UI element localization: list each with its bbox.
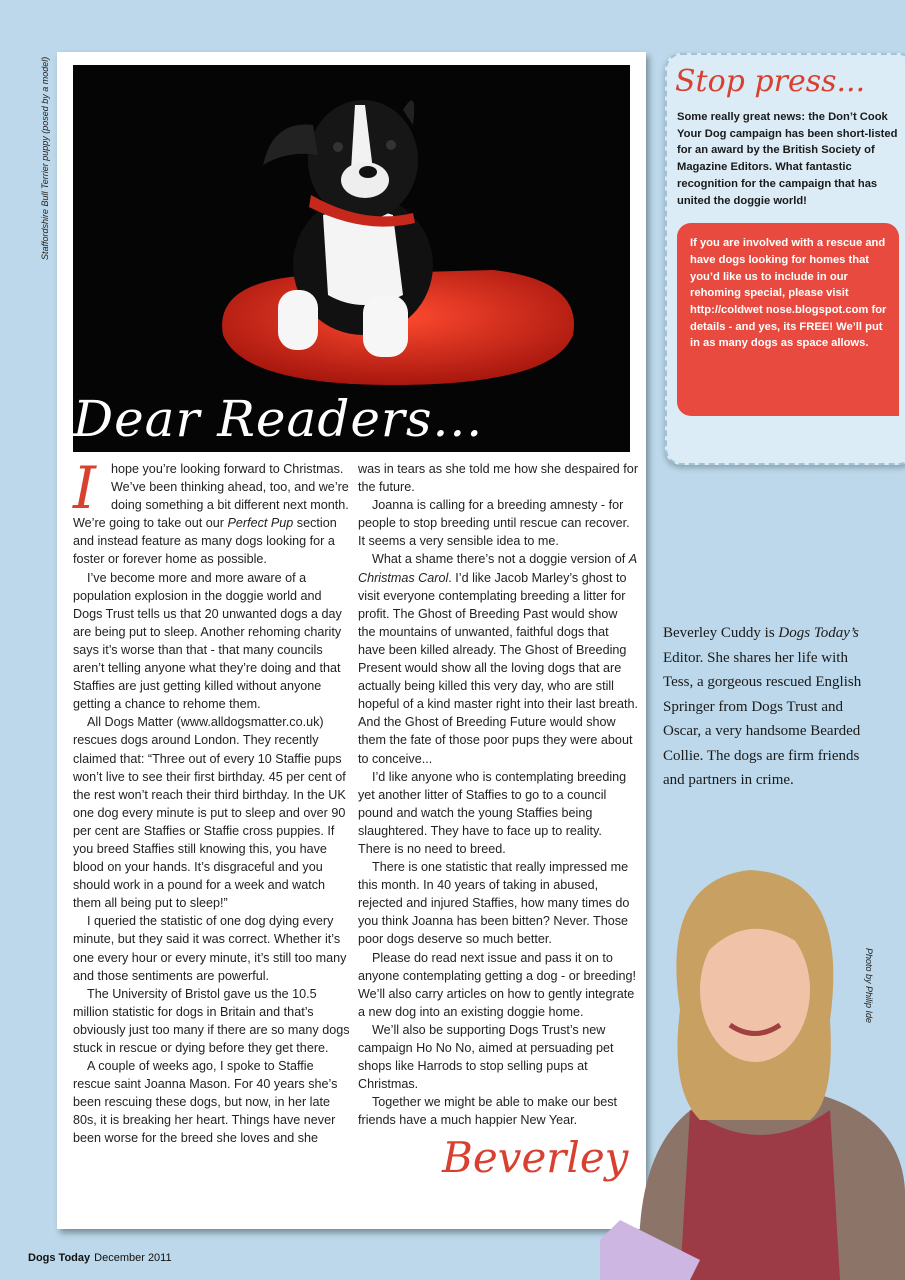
- paragraph-text: Joanna is calling for a breeding amnesty - for people to stop breeding until rescue can recover. It seems a very sensible idea to me.: [358, 498, 630, 549]
- paragraph: [73, 985, 353, 1057]
- paragraph-text: We’ll also be supporting Dogs Trust’s new campaign Ho No No, aimed at persuading pet shops like Harrods to stop selling pups at Christmas.: [358, 1022, 614, 1092]
- paragraph-text: Together we might be able to make our best friends have a much happier New Year.: [358, 1095, 618, 1128]
- paragraph-text: Perfect Pup: [227, 516, 294, 531]
- photo-caption: Staffordshire Bull Terrier puppy (posed by a model): [40, 56, 50, 260]
- paragraph-text: There is one statistic that really impressed me this month. In 40 years of taking in abused, rejected and injured Staffies, how many times do you think Joanna has been bitten? Never. Those poor dogs deserve so much better.: [358, 860, 630, 947]
- paragraph-text: Please do read next issue and pass it on to anyone contemplating getting a dog - or breeding! We’ll also carry articles on how to gently integrate a new dog into an existing doggie home.: [358, 950, 636, 1019]
- editor-bio: [663, 621, 863, 793]
- paragraph: [358, 1093, 638, 1129]
- paragraph: [358, 550, 638, 767]
- footer-magazine: Dogs Today: [28, 1252, 91, 1264]
- paragraph: [73, 713, 353, 912]
- paragraph: [358, 496, 638, 550]
- paragraph-text: The University of Bristol gave us the 10.5 million statistic for dogs in Britain and that’s obviously just too many if there are so many dogs stuck in rescue or dying before they get there.: [73, 986, 350, 1055]
- page-footer: [28, 1252, 172, 1264]
- paragraph: [73, 912, 353, 984]
- paragraph: [73, 569, 353, 714]
- stop-press-box: [665, 53, 905, 465]
- bio-text: Beverley Cuddy is: [663, 625, 779, 641]
- paragraph-text: section and instead feature as many dogs looking for a foster or forever home as possible.: [73, 516, 337, 567]
- signature: Beverley: [442, 1133, 629, 1183]
- rehoming-callout: [677, 223, 899, 416]
- portrait-credit: Photo by Philip Ide: [864, 948, 874, 1024]
- paragraph: [73, 454, 353, 569]
- stop-press-title: Stop press...: [675, 64, 866, 99]
- paragraph-text: I queried the statistic of one dog dying every minute, but they said it was correct. Whether it’s one every hour or every minute, it’s still too many and those sentiments are powerful.: [73, 914, 347, 983]
- headline: Dear Readers...: [73, 390, 484, 448]
- paragraph-text: I’d like anyone who is contemplating breeding yet another litter of Staffies to go to a council pound and watch the young Staffies being slaughtered. They have to face up to reality. There is no need to breed.: [358, 769, 627, 856]
- paragraph: [358, 858, 638, 948]
- paragraph-text: . I’d like Jacob Marley’s ghost to visit everyone contemplating breeding a litter for profit. The Ghost of Breeding Past would show the mountains of unwanted, faithful dogs that have been killed already. The Ghost of Breeding Present would show all the loving dogs that are actually being killed this very day, who are still hopeful of a kind master right into their last breath. And the Ghost of Breeding Future would show them the fate of those poor pups they were about to conceive...: [358, 570, 639, 766]
- paragraph: [358, 1021, 638, 1093]
- bio-text-rest: Editor. She shares her life with Tess, a gorgeous rescued English Springer from Dogs Trust and Oscar, a very handsome Bearded Collie. The dogs are firm friends and partners in crime.: [663, 649, 862, 788]
- bio-magazine: Dogs Today’s: [778, 625, 859, 641]
- paragraph-text: hope you’re looking forward to Christmas. We’ve been thinking ahead, too, and we’re doing something a bit different next month. We’re going to take out our: [73, 462, 349, 531]
- rehoming-text: If you are involved with a rescue and have dogs looking for homes that you’d like us to include in our rehoming special, please visit http://coldwet nose.blogspot.com for details - and yes, its FREE! We’ll put in as many dogs as space allows.: [690, 237, 887, 350]
- paragraph: [358, 460, 638, 496]
- paragraph: [358, 768, 638, 858]
- article-column-1: [73, 454, 353, 1148]
- paragraph-text: A couple of weeks ago, I spoke to Staffie rescue saint Joanna Mason. For 40 years she’s been rescuing these dogs, but now, in her late 80s, it is breaking her heart. Things have never been worse for the breed she loves and she: [73, 1059, 338, 1146]
- paragraph: [358, 949, 638, 1021]
- stop-press-news: Some really great news: the Don’t Cook Your Dog campaign has been short-listed for an award by the British Society of Magazine Editors. What fantastic recognition for the campaign that has united the doggie world!: [677, 111, 898, 207]
- paragraph-text: was in tears as she told me how she despaired for the future.: [358, 462, 639, 495]
- paragraph-text: All Dogs Matter (www.alldogsmatter.co.uk) rescues dogs around London. They recently claimed that: “Three out of every 10 Staffie pups won’t live to see their first birthday. 45 per cent of the rest won’t reach their third birthday. In the UK one dog every minute is put to sleep and over 90 per cent are Staffies or Staffie cross puppies. If you breed Staffies still knowing this, you have blood on your hands. It’s disgraceful and you should work in a pound for a week and watch them all being put to sleep!”: [73, 715, 346, 911]
- puppy-photo: [73, 65, 630, 452]
- footer-issue: December 2011: [94, 1252, 172, 1264]
- editor-portrait: [600, 860, 905, 1280]
- drop-cap: I: [73, 454, 96, 522]
- article-column-2: [358, 460, 638, 1183]
- paragraph-text: What a shame there’s not a doggie version of: [372, 552, 629, 567]
- paragraph-text: I’ve become more and more aware of a population explosion in the doggie world and Dogs Trust tells us that 20 unwanted dogs a day are being put to sleep. Another rehoming charity says it’s worse than that - that many councils aren’t telling anyone what they’re doing and that Staffies are just getting killed without anyone getting a chance to rehome them.: [73, 570, 342, 712]
- paragraph-text: A Christmas Carol: [358, 552, 637, 585]
- paragraph: [73, 1057, 353, 1147]
